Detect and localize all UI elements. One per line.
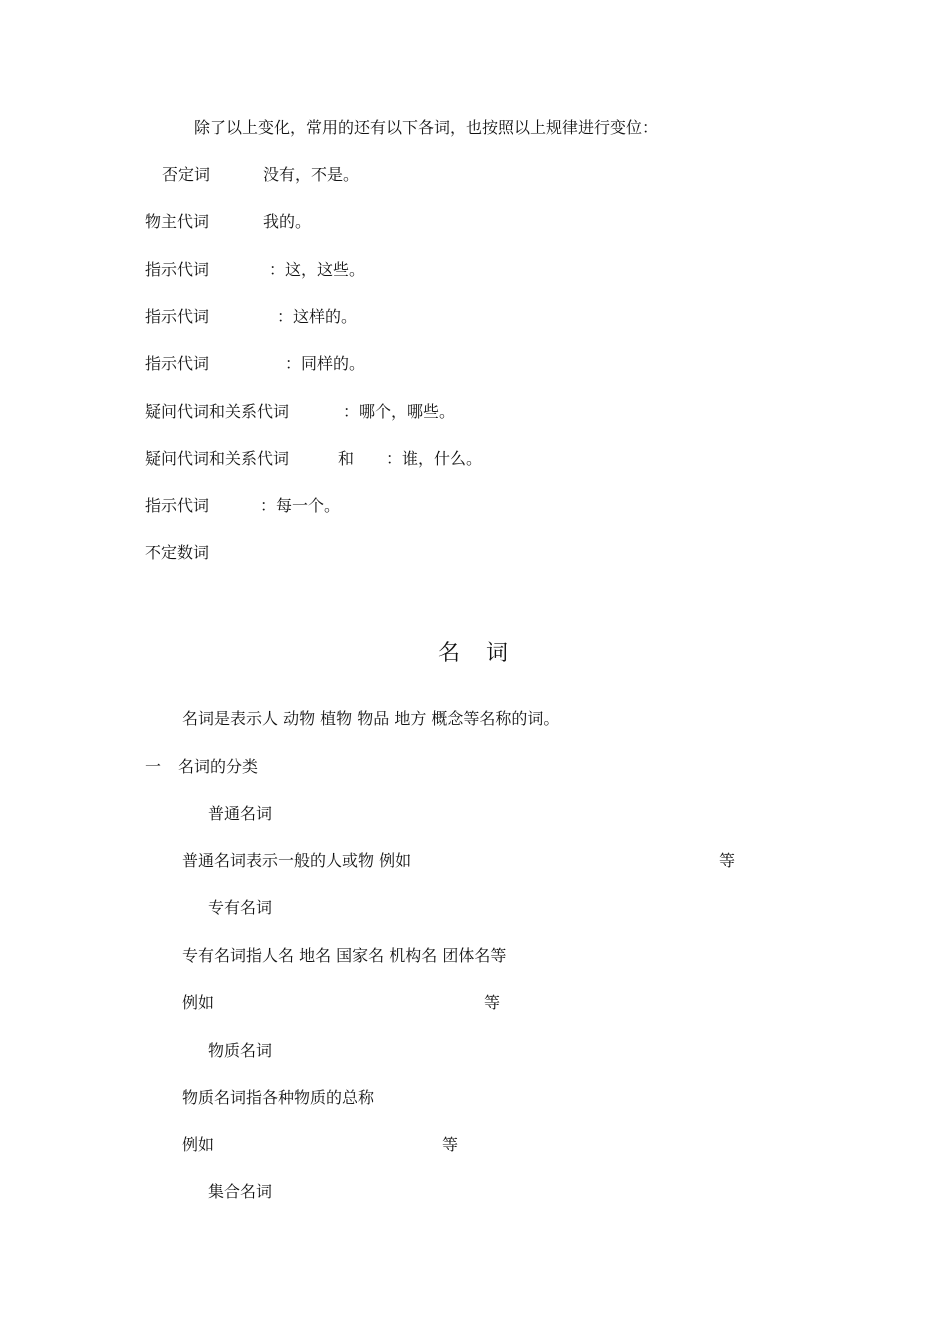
pronoun-value: ：哪个，哪些。 [343, 402, 456, 421]
pronoun-value: ：这样的。 [277, 307, 358, 326]
pronoun-conjunction: 和 [338, 449, 355, 468]
intro-paragraph: 除了以上变化，常用的还有以下各词，也按照以上规律进行变位： [194, 118, 659, 137]
pronoun-label: 指示代词 [145, 260, 210, 279]
pronoun-value: ：谁，什么。 [386, 449, 483, 468]
material-noun-title: 物质名词 [208, 1041, 273, 1060]
pronoun-value: 没有，不是。 [263, 165, 360, 184]
common-noun-desc: 普通名词表示一般的人或物 例如 [182, 851, 412, 870]
pronoun-label: 疑问代词和关系代词 [145, 449, 290, 468]
material-noun-desc: 物质名词指各种物质的总称 [182, 1088, 375, 1107]
section-title: 名词 [438, 641, 535, 666]
pronoun-value: ：这，这些。 [269, 260, 366, 279]
pronoun-label: 指示代词 [145, 354, 210, 373]
pronoun-label: 指示代词 [145, 307, 210, 326]
proper-noun-desc: 专有名词指人名 地名 国家名 机构名 团体名等 [182, 946, 507, 965]
material-noun-example: 例如 [182, 1135, 215, 1154]
classification-heading: 名词的分类 [178, 757, 259, 776]
pronoun-label: 否定词 [162, 165, 211, 184]
pronoun-value: ：每一个。 [260, 496, 341, 515]
common-noun-etc: 等 [719, 851, 736, 870]
common-noun-title: 普通名词 [208, 804, 273, 823]
heading-number: 一 [145, 757, 162, 776]
pronoun-value: ：同样的。 [285, 354, 366, 373]
pronoun-label: 不定数词 [145, 543, 210, 562]
proper-noun-example: 例如 [182, 993, 215, 1012]
proper-noun-title: 专有名词 [208, 898, 273, 917]
pronoun-value: 我的。 [263, 212, 312, 231]
pronoun-label: 疑问代词和关系代词 [145, 402, 290, 421]
proper-noun-etc: 等 [484, 993, 501, 1012]
collective-noun-title: 集合名词 [208, 1182, 273, 1201]
pronoun-label: 物主代词 [145, 212, 210, 231]
material-noun-etc: 等 [442, 1135, 459, 1154]
noun-definition: 名词是表示人 动物 植物 物品 地方 概念等名称的词。 [182, 709, 560, 728]
pronoun-label: 指示代词 [145, 496, 210, 515]
